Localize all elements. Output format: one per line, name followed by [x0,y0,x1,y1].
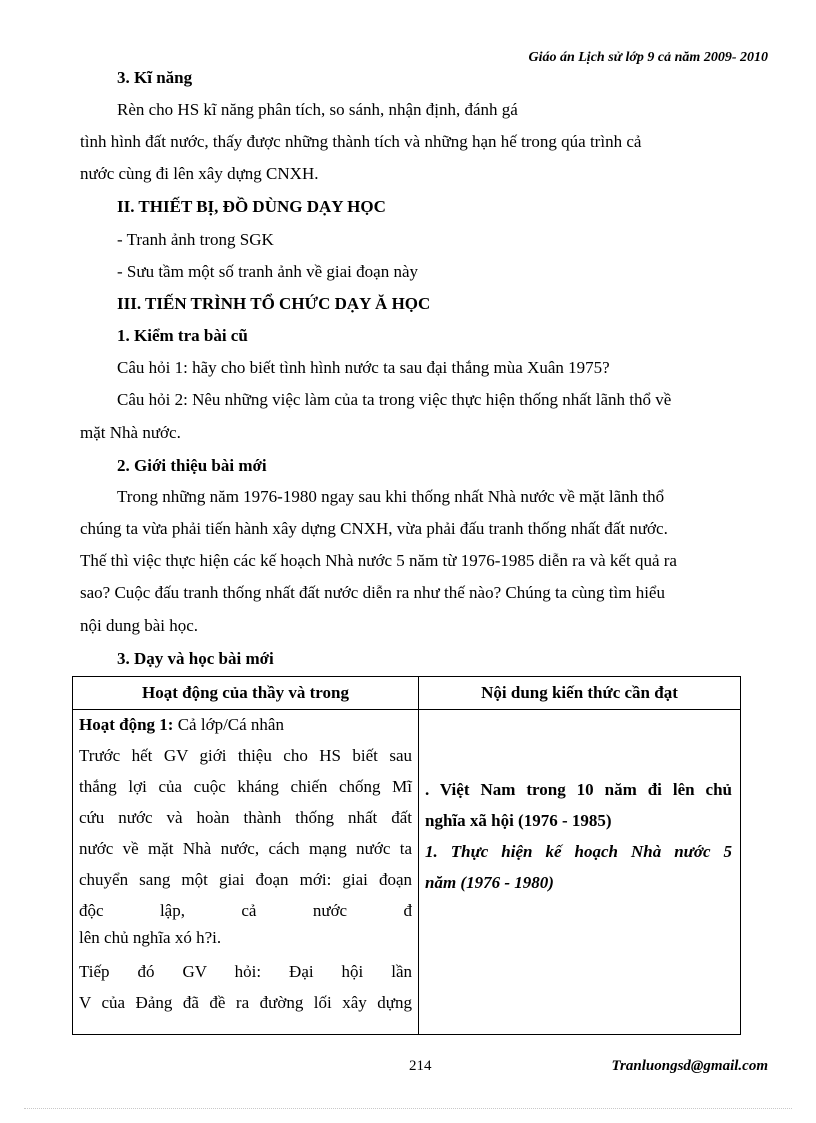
activity-line: nước về mặt Nhà nước, cách mạng nước ta [79,839,412,858]
activity-line: V của Đảng đã đề ra đường lối xây dựng [79,993,412,1012]
content-section-title-line-2: nghĩa xã hội (1976 - 1985) [425,811,612,830]
lesson-table [72,676,741,1035]
activity-line: Tiếp đó GV hỏi: Đại hội lần [79,962,412,981]
activity-line: Trước hết GV giới thiệu cho HS biết sau [79,746,412,765]
activity-cell [73,710,419,1035]
question-1: Câu hỏi 1: hãy cho biết tình hình nước ta sau đại thắng mùa Xuân 1975? [117,358,610,377]
teach-new-lesson-heading: 3. Dạy và học bài mới [117,649,274,668]
intro-line-5: nội dung bài học. [80,616,199,635]
table-header-teacher-student: Hoạt động của thầy và trong [73,677,419,710]
check-old-lesson-heading: 1. Kiểm tra bài cũ [117,326,248,345]
equipment-item-1: - Tranh ảnh trong SGK [117,230,274,249]
skills-paragraph-line-1: Rèn cho HS kĩ năng phân tích, so sánh, nhận định, đánh gá [117,100,518,119]
table-row [73,710,741,1035]
content-cell [419,710,741,1035]
equipment-heading: II. THIẾT BỊ, ĐỒ DÙNG DẠY HỌC [117,197,386,216]
process-heading: III. TIẾN TRÌNH TỔ CHỨC DẠY Ă HỌC [117,294,431,313]
activity-line: cứu nước và hoàn thành thống nhất đất [79,808,412,827]
activity-title [79,714,412,736]
skills-heading: 3. Kĩ năng [117,68,193,87]
activity-value: Cả lớp/Cá nhân [173,715,284,734]
table-header-row [73,677,741,710]
skills-paragraph-line-3: nước cùng đi lên xây dựng CNXH. [80,164,319,183]
question-2-line-2: mặt Nhà nước. [80,423,181,442]
content-section-title-line-1: . Việt Nam trong 10 năm đi lên chủ [425,780,732,799]
intro-line-4: sao? Cuộc đấu tranh thống nhất đất nước diễn ra như thế nào? Chúng ta cùng tìm hiểu [80,583,665,602]
activity-line: lên chủ nghĩa xó h?i. [79,928,222,947]
page-bottom-divider [24,1108,792,1109]
skills-paragraph-line-2: tình hình đất nước, thấy được những thành tích và những hạn hế trong qúa trình cả [80,132,642,151]
intro-line-3: Thế thì việc thực hiện các kế hoạch Nhà nước 5 năm từ 1976-1985 diễn ra và kết quả ra [80,551,677,570]
page-number: 214 [409,1058,432,1074]
intro-line-1: Trong những năm 1976-1980 ngay sau khi thống nhất Nhà nước về mặt lãnh thổ [117,487,665,506]
document-header-title: Giáo án Lịch sử lớp 9 cả năm 2009- 2010 [528,50,768,65]
activity-line: chuyển sang một giai đoạn mới: giai đoạn [79,870,412,889]
intro-heading: 2. Giới thiệu bài mới [117,456,267,475]
equipment-item-2: - Sưu tầm một số tranh ảnh về giai đoạn này [117,262,418,281]
question-2-line-1: Câu hỏi 2: Nêu những việc làm của ta trong việc thực hiện thống nhất lãnh thổ về [117,390,672,409]
activity-label: Hoạt động 1: [79,715,174,734]
intro-line-2: chúng ta vừa phải tiến hành xây dựng CNXH, vừa phải đấu tranh thống nhất đất nước. [80,519,668,538]
content-subsection-title-line-1: 1. Thực hiện kế hoạch Nhà nước 5 [425,842,732,861]
table-header-content: Nội dung kiến thức cần đạt [419,677,741,710]
footer-email: Tranluongsd@gmail.com [611,1058,768,1074]
content-subsection-title-line-2: năm (1976 - 1980) [425,873,554,892]
activity-line: thắng lợi của cuộc kháng chiến chống Mĩ [79,777,412,796]
activity-line: độc lập, cả nước đ [79,901,412,920]
